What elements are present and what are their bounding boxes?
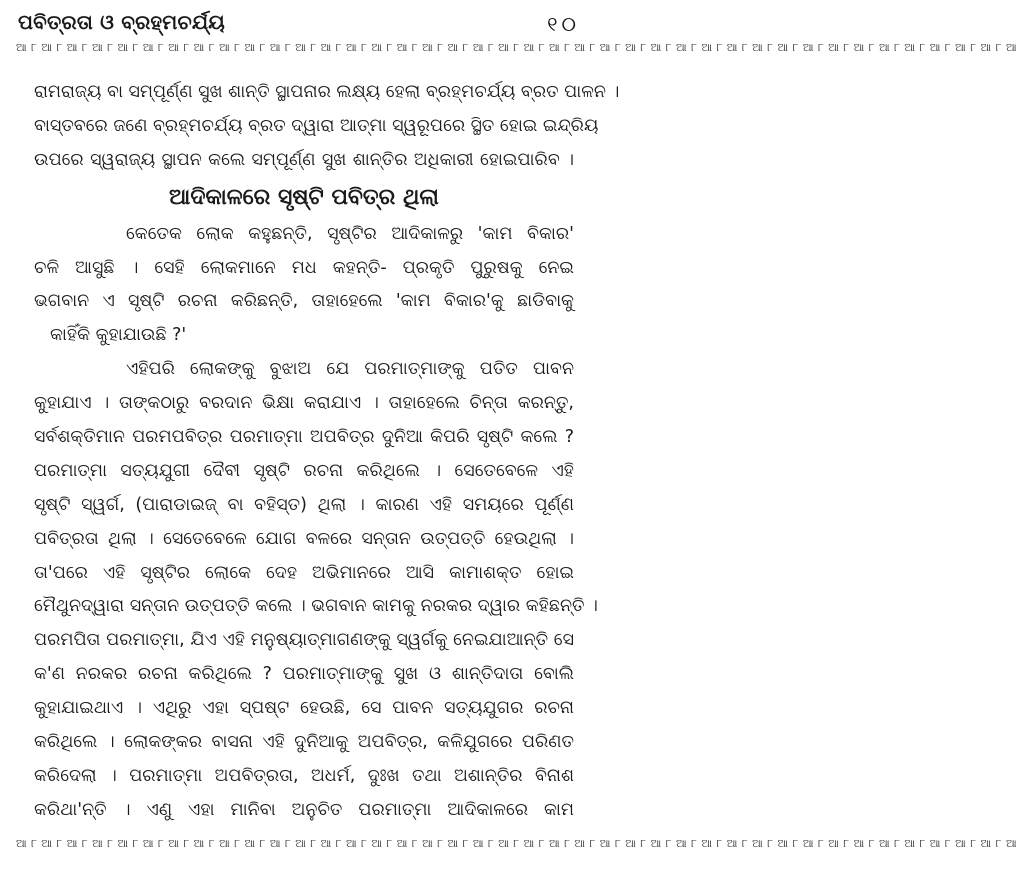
- text-line: ପବିତ୍ରତା ଥିଲା । ସେତେବେଳେ ଯୋଗ ବଳରେ ସନ୍ତାନ ଉତ୍ପତ୍ତି ହେଉଥିଲା ।: [34, 528, 574, 549]
- page-number: ୧୦: [547, 12, 580, 36]
- text-line: ଚଳି ଆସୁଛି । ସେହି ଲୋକମାନେ ମଧ କହନ୍ତି- ପ୍ରକୃତି ପୁରୁଷକୁ ନେଇ: [34, 257, 574, 278]
- text-line: କରିଥା'ନ୍ତି । ଏଣୁ ଏହା ମାନିବା ଅନୁଚିତ ପରମାତ୍ମା ଆଦିକାଳରେ କାମ: [34, 799, 574, 820]
- text-line: କ'ଣ ନରକର ରଚନା କରିଥିଲେ ? ପରମାତ୍ମାଙ୍କୁ ସୁଖ ଓ ଶାନ୍ତିଦାତା ବୋଲି: [34, 664, 574, 685]
- text-line: ରାମରାଜ୍ୟ ବା ସମ୍ପୂର୍ଣ୍ଣ ସୁଖ ଶାନ୍ତି ସ୍ଥାପନାର ଲକ୍ଷ୍ୟ ହେଲା ବ୍ରହ୍ମଚର୍ଯ୍ୟ ବ୍ରତ ପାଳନ ।: [34, 82, 620, 102]
- text-line: ବାସ୍ତବରେ ଜଣେ ବ୍ରହ୍ମଚର୍ଯ୍ୟ ବ୍ରତ ଦ୍ୱାରା ଆତ୍ମା ସ୍ୱରୂପରେ ସ୍ଥିତ ହୋଇ ଇନ୍ଦ୍ରିୟ: [34, 115, 599, 136]
- text-line: କାହିଁକି କୁହାଯାଉଛି ?': [50, 325, 187, 346]
- top-ornamental-border: ଆ ୮ ଆ ୮ ଆ ୮ ଆ ୮ ଆ ୮ ଆ ୮ ଆ ୮ ଆ ୮ ଆ ୮ ଆ ୮ ଆ ୮ ଆ ୮ ଆ ୮ ଆ ୮ ଆ ୮ ଆ ୮ ଆ ୮ ଆ ୮ ଆ ୮ ଆ ୮ ଆ ୮ ଆ ୮ ଆ ୮ ଆ ୮ ଆ ୮ ଆ ୮ ଆ ୮ ଆ ୮ ଆ ୮ ଆ ୮ ଆ ୮ ଆ ୮ ଆ ୮ ଆ ୮ ଆ ୮ ଆ ୮ ଆ ୮ ଆ ୮ ଆ ୮ ଆ: [16, 41, 1017, 54]
- text-line: ମୈଥୁନଦ୍ୱାରା ସନ୍ତାନ ଉତ୍ପତ୍ତି କଲେ । ଭଗବାନ କାମକୁ ନରକର ଦ୍ୱାର କହିଛନ୍ତି ।: [34, 596, 598, 617]
- text-line: ତା'ପରେ ଏହି ସୃଷ୍ଟିର ଲୋକେ ଦେହ ଅଭିମାନରେ ଆସି କାମାଶକ୍ତ ହୋଇ: [34, 562, 574, 583]
- text-line: ସୃଷ୍ଟି ସ୍ୱର୍ଗ, (ପାରାଡାଇଜ୍ ବା ବହିସ୍ତ) ଥିଲା । କାରଣ ଏହି ସମୟରେ ପୂର୍ଣ୍ଣ: [34, 494, 574, 515]
- text-line: କରିଦେଲା । ପରମାତ୍ମା ଅପବିତ୍ରତା, ଅଧର୍ମ, ଦୁଃଖ ତଥା ଅଶାନ୍ତିର ବିନାଶ: [34, 765, 574, 786]
- text-line: ଉପରେ ସ୍ୱରାଜ୍ୟ ସ୍ଥାପନ କଲେ ସମ୍ପୂର୍ଣ୍ଣ ସୁଖ ଶାନ୍ତିର ଅଧିକାରୀ ହୋଇପାରିବ ।: [34, 149, 574, 170]
- page-header: [18, 8, 580, 44]
- bottom-ornamental-border: ଆ ୮ ଆ ୮ ଆ ୮ ଆ ୮ ଆ ୮ ଆ ୮ ଆ ୮ ଆ ୮ ଆ ୮ ଆ ୮ ଆ ୮ ଆ ୮ ଆ ୮ ଆ ୮ ଆ ୮ ଆ ୮ ଆ ୮ ଆ ୮ ଆ ୮ ଆ ୮ ଆ ୮ ଆ ୮ ଆ ୮ ଆ ୮ ଆ ୮ ଆ ୮ ଆ ୮ ଆ ୮ ଆ ୮ ଆ ୮ ଆ ୮ ଆ ୮ ଆ ୮ ଆ ୮ ଆ ୮ ଆ ୮ ଆ ୮ ଆ ୮ ଆ ୮ ଆ: [16, 837, 1017, 850]
- text-line: ପରମାତ୍ମା ସତ୍ୟଯୁଗୀ ଦୈବୀ ସୃଷ୍ଟି ରଚନା କରିଥିଲେ । ସେତେବେଳେ ଏହି: [34, 460, 574, 481]
- text-line: ଏହିପରି ଲୋକଙ୍କୁ ବୁଝାଅ ଯେ ପରମାତ୍ମାଙ୍କୁ ପତିତ ପାବନ: [126, 359, 574, 380]
- text-line: କେତେକ ଲୋକ କହୁଛନ୍ତି, ସୃଷ୍ଟିର ଆଦିକାଳରୁ 'କାମ ବିକାର': [126, 223, 574, 244]
- body-text: [34, 76, 620, 828]
- text-line: ଭଗବାନ ଏ ସୃଷ୍ଟି ରଚନା କରିଛନ୍ତି, ତାହାହେଲେ 'କାମ ବିକାର'କୁ ଛାଡିବାକୁ: [34, 291, 574, 312]
- text-line: ପରମପିତା ପରମାତ୍ମା, ଯିଏ ଏହି ମନୁଷ୍ୟାତ୍ମାଗଣଙ୍କୁ ସ୍ୱର୍ଗକୁ ନେଇଯାଆନ୍ତି ସେ: [34, 630, 574, 651]
- text-line: ସର୍ବଶକ୍ତିମାନ ପରମପବିତ୍ର ପରମାତ୍ମା ଅପବିତ୍ର ଦୁନିଆ କିପରି ସୃଷ୍ଟି କଲେ ?: [34, 427, 574, 448]
- text-line: କୁହାଯାଇଥାଏ । ଏଥିରୁ ଏହା ସ୍ପଷ୍ଟ ହେଉଛି, ସେ ପାବନ ସତ୍ୟଯୁଗର ରଚନା: [34, 698, 574, 719]
- text-line: କୁହାଯାଏ । ତାଙ୍କଠାରୁ ବରଦାନ ଭିକ୍ଷା କରାଯାଏ । ତାହାହେଲେ ଚିନ୍ତା କରନ୍ତୁ,: [34, 393, 574, 414]
- section-heading: ଆଦିକାଳରେ ସୃଷ୍ଟି ପବିତ୍ର ଥିଲା: [169, 184, 439, 210]
- text-line: କରିଥିଲେ । ଲୋକଙ୍କର ବାସନା ଏହି ଦୁନିଆକୁ ଅପବିତ୍ର, କଳିଯୁଗରେ ପରିଣତ: [34, 732, 574, 753]
- running-title: ପବିତ୍ରତା ଓ ବ୍ରହ୍ମଚର୍ଯ୍ୟ: [18, 10, 225, 34]
